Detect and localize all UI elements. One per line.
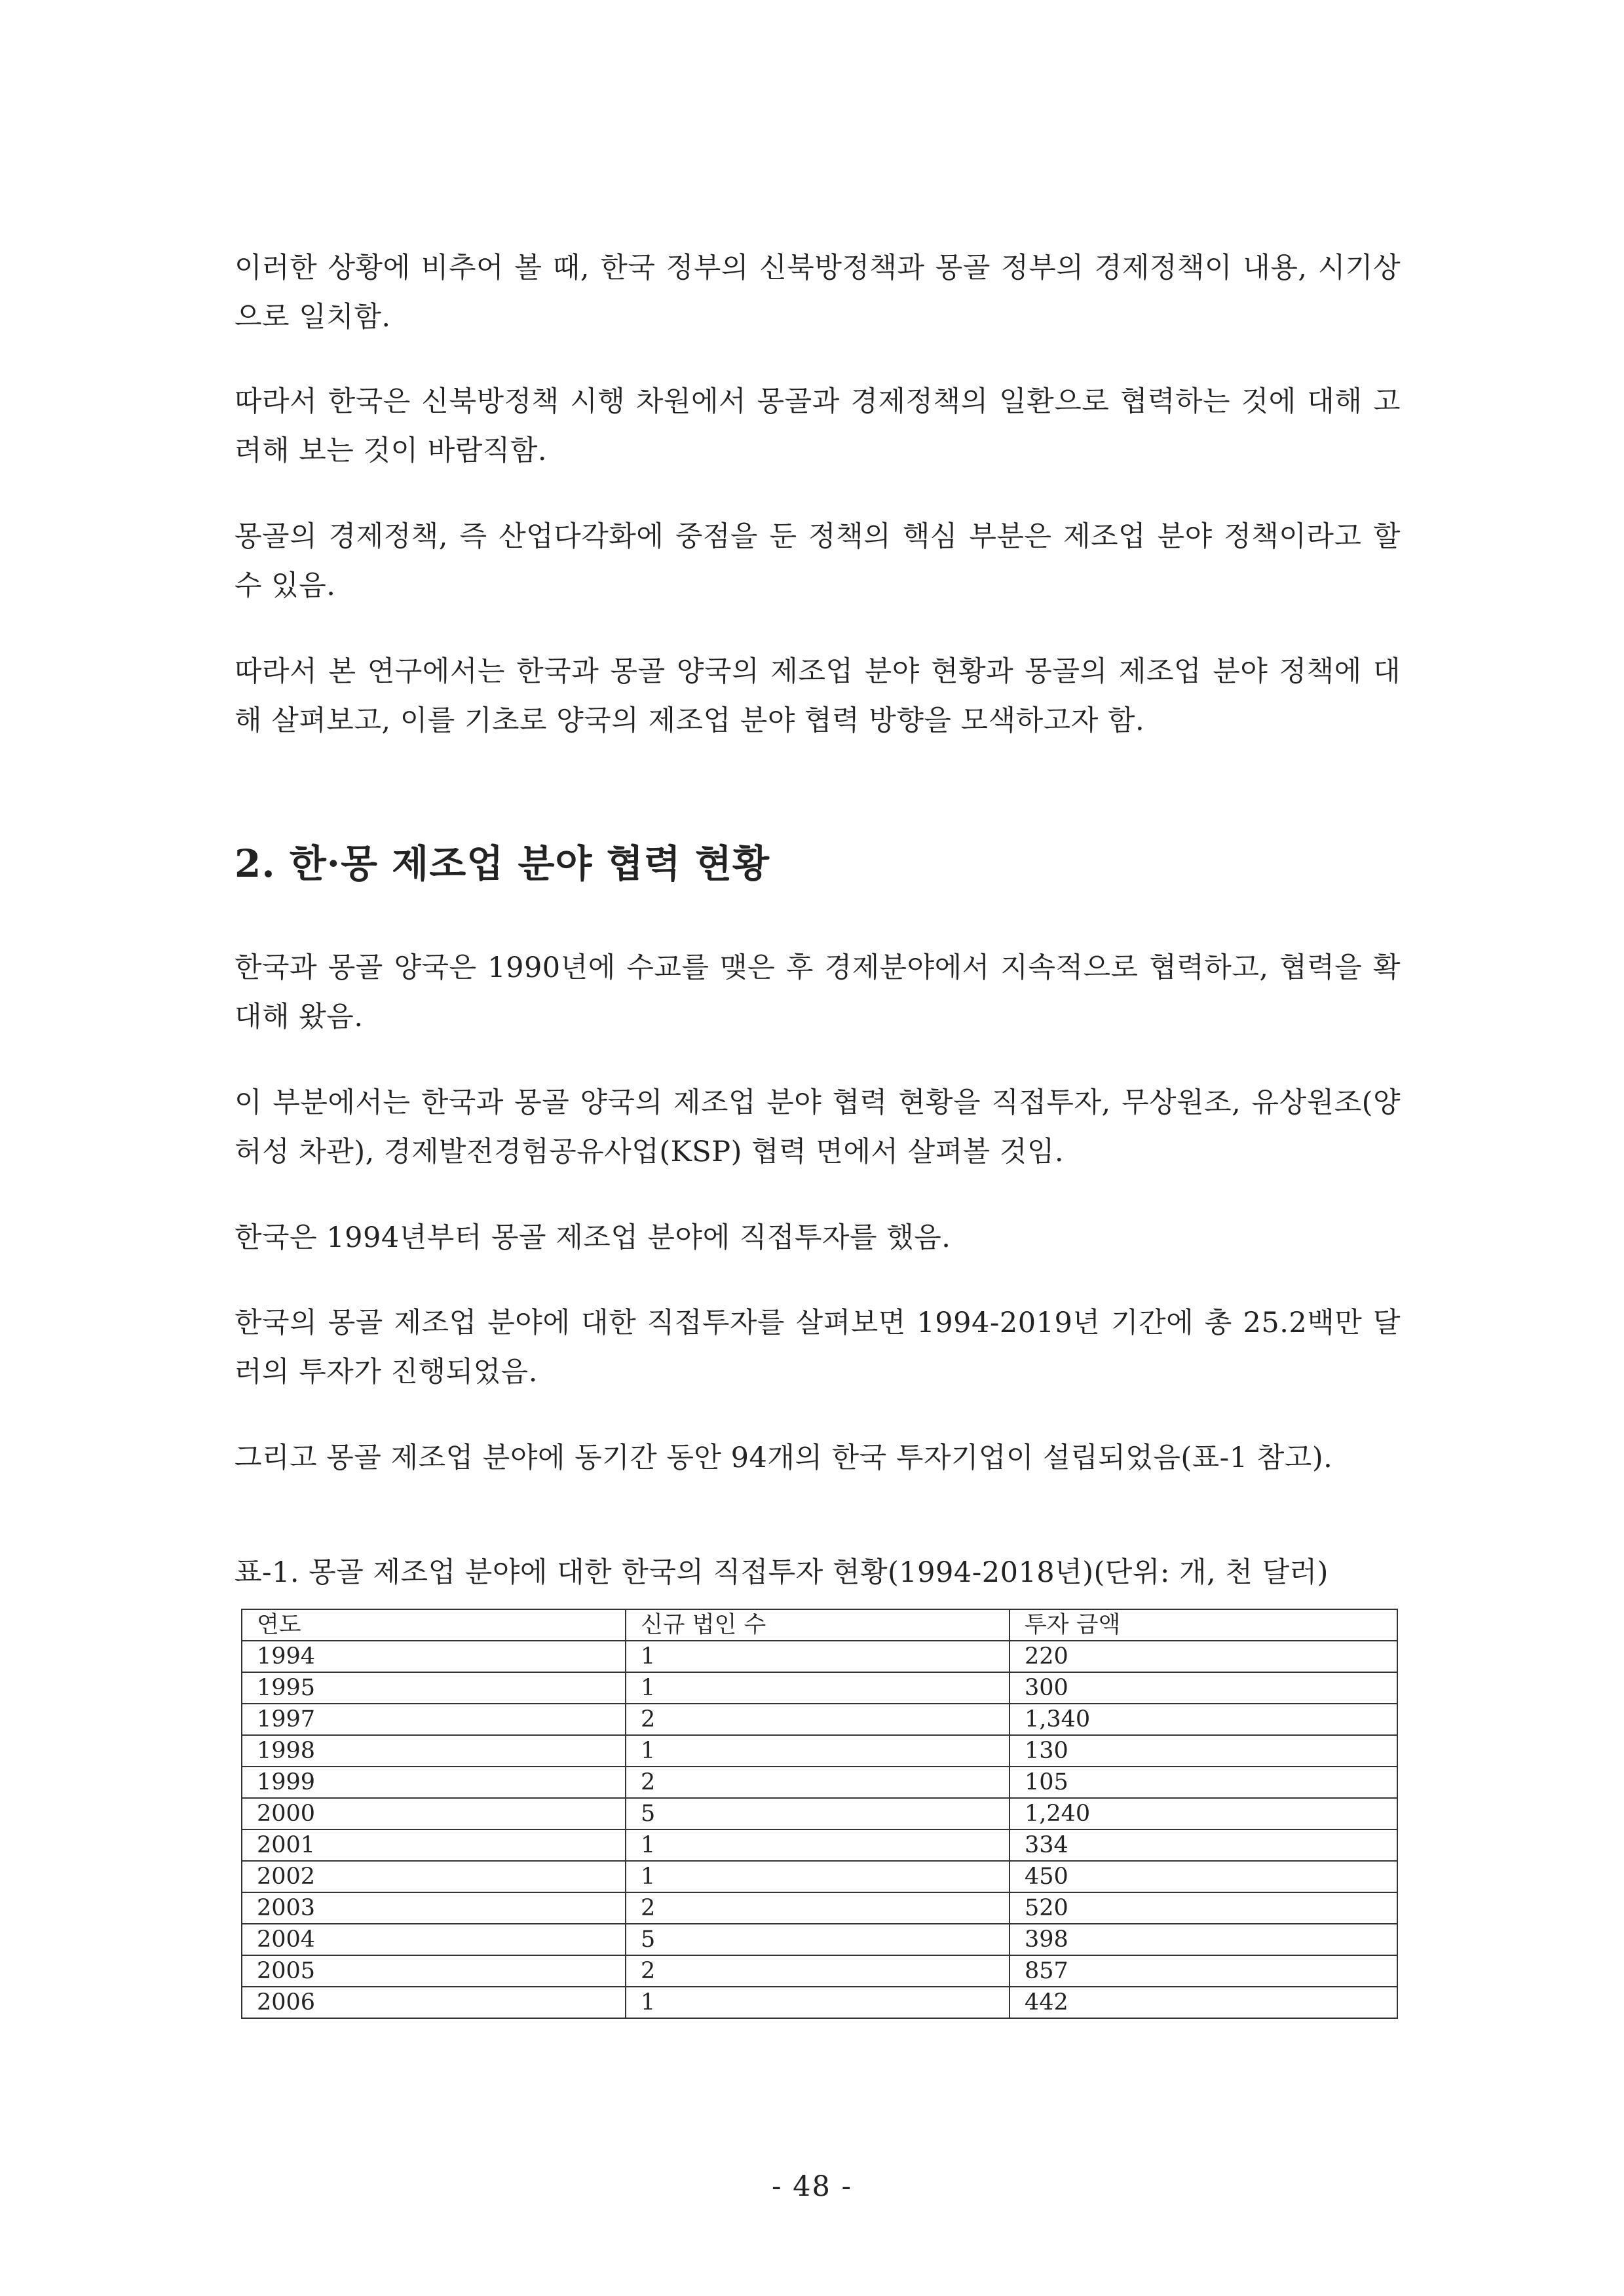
cell-new-companies: 2 [626, 1892, 1010, 1924]
table-row [242, 1767, 1397, 1798]
cell-investment-amount: 1,240 [1010, 1798, 1397, 1829]
cell-new-companies: 2 [626, 1955, 1010, 1987]
cell-year: 2003 [242, 1892, 626, 1924]
cell-investment-amount: 130 [1010, 1735, 1397, 1767]
table-row [242, 1892, 1397, 1924]
table-row [242, 1704, 1397, 1735]
investment-table [241, 1609, 1398, 2019]
cell-year: 2002 [242, 1861, 626, 1892]
cell-new-companies: 1 [626, 1829, 1010, 1861]
paragraph-cooperation-consideration: 따라서 한국은 신북방정책 시행 차원에서 몽골과 경제정책의 일환으로 협력하는 것에 대해 고려해 보는 것이 바람직함. [235, 385, 1401, 467]
paragraph-diplomatic-relations: 한국과 몽골 양국은 1990년에 수교를 맺은 후 경제분야에서 지속적으로 협력하고, 협력을 확대해 왔음. [235, 951, 1401, 1033]
table-row [242, 1924, 1397, 1955]
cell-year: 1998 [242, 1735, 626, 1767]
column-header-year: 연도 [242, 1609, 626, 1641]
cell-investment-amount: 300 [1010, 1672, 1397, 1704]
cell-new-companies: 1 [626, 1641, 1010, 1672]
table-row [242, 1672, 1397, 1704]
table-body [242, 1641, 1397, 2018]
table-row [242, 1829, 1397, 1861]
cell-year: 2001 [242, 1829, 626, 1861]
cell-investment-amount: 450 [1010, 1861, 1397, 1892]
cell-investment-amount: 105 [1010, 1767, 1397, 1798]
table-row [242, 1798, 1397, 1829]
cell-year: 2004 [242, 1924, 626, 1955]
cell-investment-amount: 857 [1010, 1955, 1397, 1987]
table-row [242, 1987, 1397, 2018]
table-row [242, 1861, 1397, 1892]
cell-year: 2005 [242, 1955, 626, 1987]
paragraph-policy-alignment: 이러한 상황에 비추어 볼 때, 한국 정부의 신북방정책과 몽골 정부의 경제정책이 내용, 시기상으로 일치함. [235, 252, 1401, 334]
table-row [242, 1735, 1397, 1767]
cell-new-companies: 1 [626, 1987, 1010, 2018]
cell-new-companies: 2 [626, 1704, 1010, 1735]
cell-investment-amount: 442 [1010, 1987, 1397, 2018]
cell-investment-amount: 334 [1010, 1829, 1397, 1861]
table-caption: 표-1. 몽골 제조업 분야에 대한 한국의 직접투자 현황(1994-2018년)(단위: 개, 천 달러) [235, 1556, 1329, 1589]
cell-new-companies: 1 [626, 1735, 1010, 1767]
cell-new-companies: 1 [626, 1861, 1010, 1892]
table-row [242, 1641, 1397, 1672]
column-header-new-companies: 신규 법인 수 [626, 1609, 1010, 1641]
cell-investment-amount: 220 [1010, 1641, 1397, 1672]
section-heading: 2. 한·몽 제조업 분야 협력 현황 [235, 841, 770, 886]
cell-investment-amount: 520 [1010, 1892, 1397, 1924]
page-number: - 48 - [771, 2170, 853, 2203]
cell-year: 2000 [242, 1798, 626, 1829]
cell-investment-amount: 1,340 [1010, 1704, 1397, 1735]
cell-year: 1994 [242, 1641, 626, 1672]
cell-new-companies: 2 [626, 1767, 1010, 1798]
cell-year: 1999 [242, 1767, 626, 1798]
table-header-row [242, 1609, 1397, 1641]
paragraph-manufacturing-policy: 몽골의 경제정책, 즉 산업다각화에 중점을 둔 정책의 핵심 부분은 제조업 분야 정책이라고 할 수 있음. [235, 520, 1401, 602]
paragraph-investment-start: 한국은 1994년부터 몽골 제조업 분야에 직접투자를 했음. [235, 1221, 951, 1254]
paragraph-section-scope: 이 부분에서는 한국과 몽골 양국의 제조업 분야 협력 현황을 직접투자, 무상원조, 유상원조(양허성 차관), 경제발전경험공유사업(KSP) 협력 면에서 살펴볼 것임. [235, 1086, 1401, 1168]
cell-year: 1995 [242, 1672, 626, 1704]
cell-year: 1997 [242, 1704, 626, 1735]
cell-year: 2006 [242, 1987, 626, 2018]
paragraph-companies-established: 그리고 몽골 제조업 분야에 동기간 동안 94개의 한국 투자기업이 설립되었음(표-1 참고). [235, 1442, 1333, 1474]
paragraph-research-purpose: 따라서 본 연구에서는 한국과 몽골 양국의 제조업 분야 현황과 몽골의 제조업 분야 정책에 대해 살펴보고, 이를 기초로 양국의 제조업 분야 협력 방향을 모색하고자 함. [235, 655, 1401, 737]
cell-new-companies: 1 [626, 1672, 1010, 1704]
column-header-investment-amount: 투자 금액 [1010, 1609, 1397, 1641]
table-row [242, 1955, 1397, 1987]
cell-investment-amount: 398 [1010, 1924, 1397, 1955]
cell-new-companies: 5 [626, 1798, 1010, 1829]
cell-new-companies: 5 [626, 1924, 1010, 1955]
paragraph-investment-total: 한국의 몽골 제조업 분야에 대한 직접투자를 살펴보면 1994-2019년 기간에 총 25.2백만 달러의 투자가 진행되었음. [235, 1307, 1401, 1388]
